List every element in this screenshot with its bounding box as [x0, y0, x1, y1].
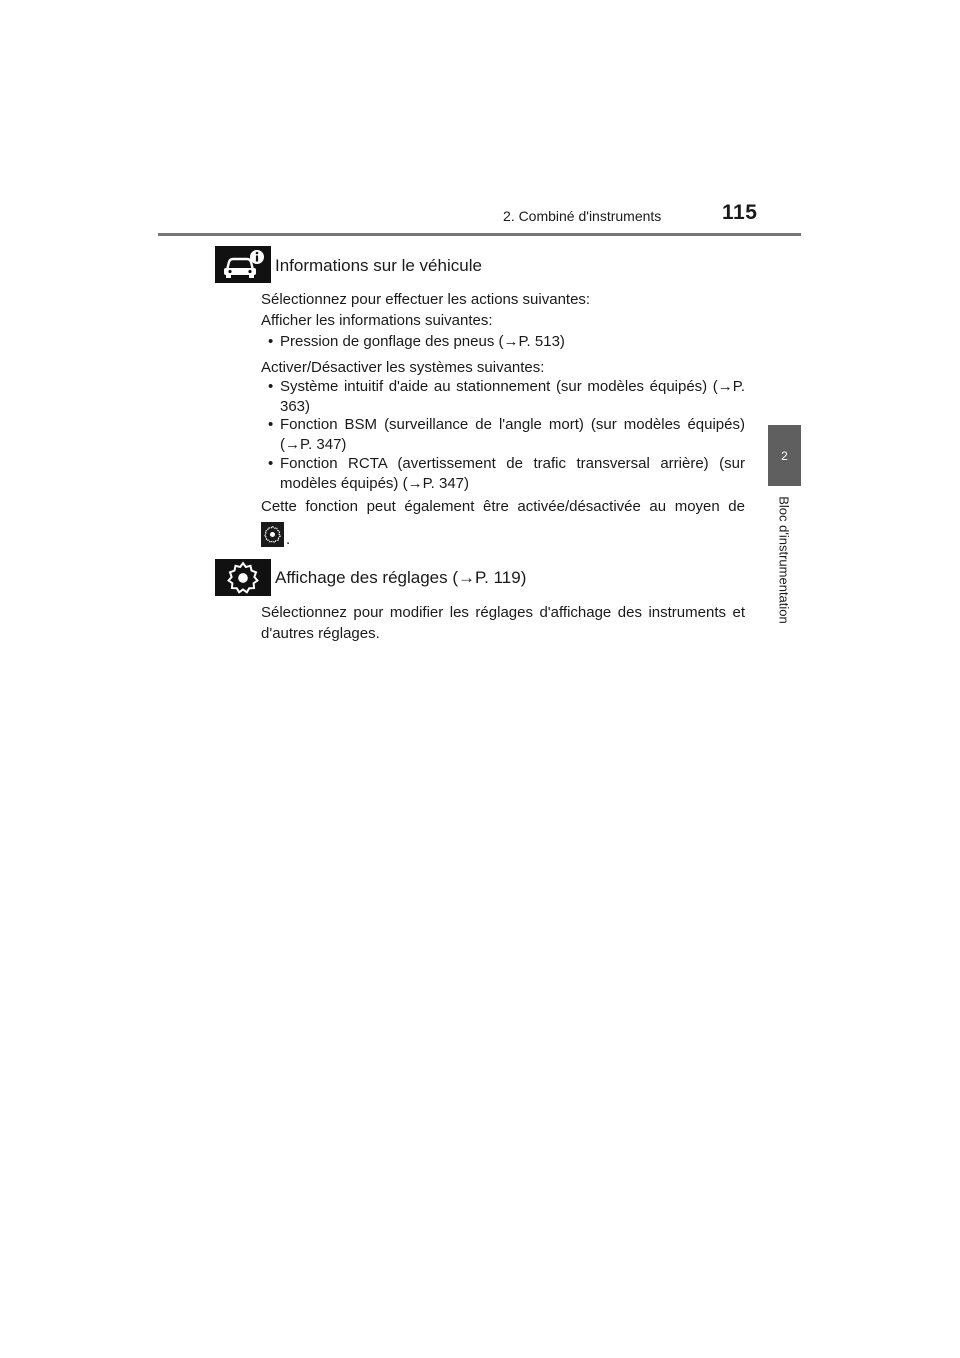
settings-gear-icon: [215, 559, 271, 596]
list-item: • Fonction RCTA (avertissement de trafic transversal arrière) (sur modèles équipés) (→P. 347): [268, 455, 745, 492]
list-item: • Système intuitif d'aide au stationnement (sur modèles équipés) (→P. 363): [268, 378, 745, 415]
display-heading: Afficher les informations suivantes:: [261, 312, 493, 329]
car-info-icon: [215, 246, 271, 283]
list-item: • Fonction BSM (surveillance de l'angle mort) (sur modèles équipés) (→P. 347): [268, 416, 745, 453]
header-divider: [158, 233, 801, 236]
note-text: Cette fonction peut également être activée/désactivée au moyen de: [261, 498, 745, 515]
list-item: • Pression de gonflage des pneus (→P. 513): [268, 333, 565, 350]
chapter-title: 2. Combiné d'instruments: [503, 208, 662, 224]
section-title-vehicle-info: Informations sur le véhicule: [275, 256, 482, 275]
page-number: 115: [722, 201, 758, 224]
section-title-display-settings: Affichage des réglages (→P. 119): [275, 568, 527, 587]
bullet-mark: •: [268, 416, 274, 433]
bullet-mark: •: [268, 455, 274, 472]
section1-intro: Sélectionnez pour effectuer les actions suivantes:: [261, 291, 591, 308]
chapter-tab-number: 2: [781, 448, 788, 463]
toggle-heading: Activer/Désactiver les systèmes suivantes:: [261, 359, 545, 376]
note-end: .: [286, 531, 291, 548]
chapter-tab-label: Bloc d'instrumentation: [776, 496, 792, 624]
bullet-mark: •: [268, 378, 274, 395]
bullet-mark: •: [268, 333, 274, 350]
chapter-tab: [768, 425, 801, 486]
section2-description: Sélectionnez pour modifier les réglages d'affichage des instruments et d'autres réglages.: [261, 604, 745, 642]
gear-icon: [261, 522, 284, 547]
